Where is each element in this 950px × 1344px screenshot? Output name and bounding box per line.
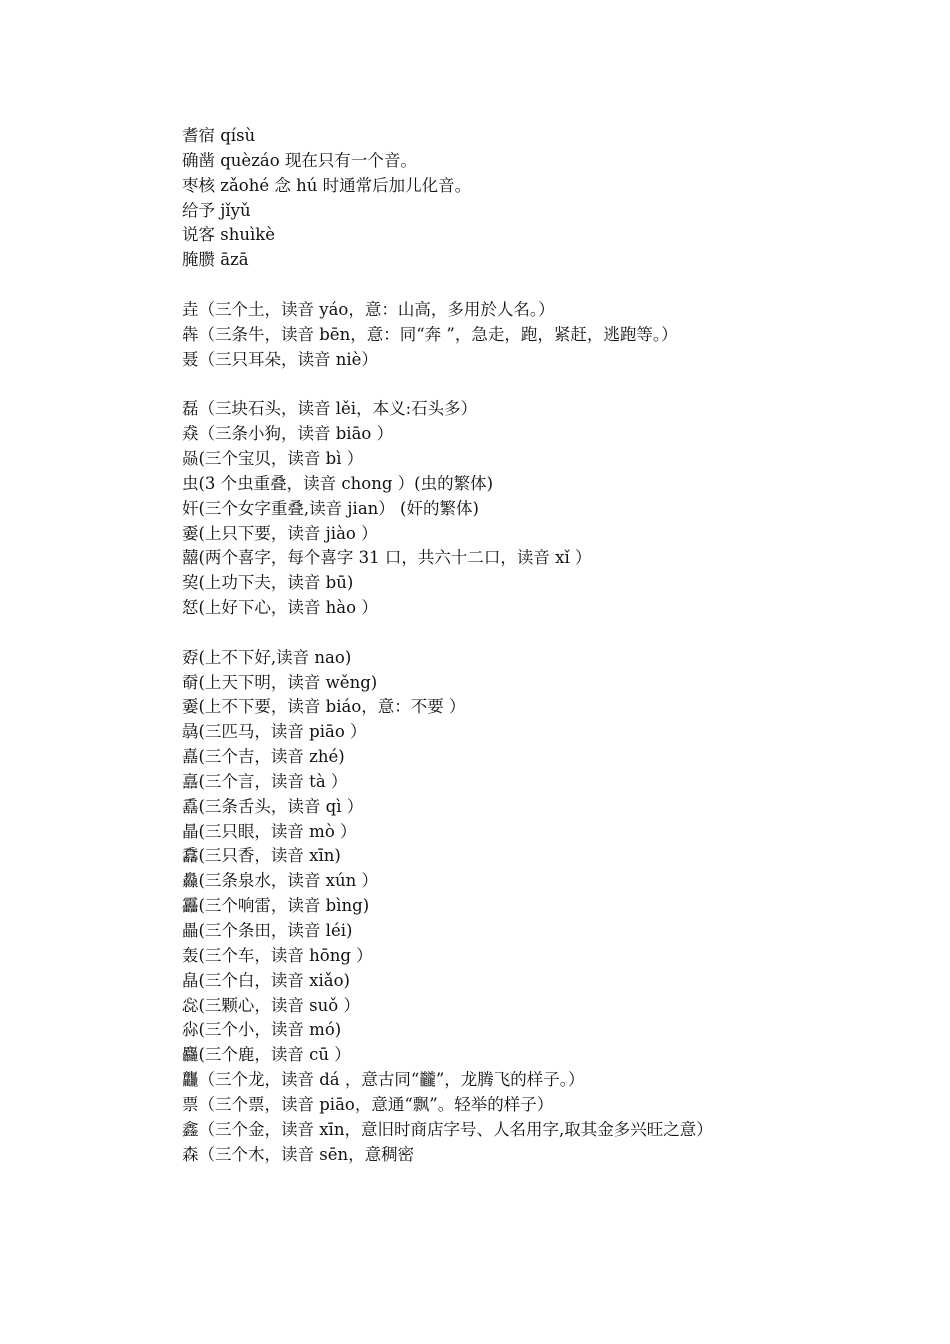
entry-line: 尛(三个小，读音 mó)	[182, 1020, 342, 1040]
entry-line: 孬(上不下好,读音 nao)	[182, 647, 352, 667]
entry-line: 确凿 quèzáo 现在只有一个音。	[182, 150, 417, 170]
entry-line: 惢(三颗心，读音 suǒ ）	[182, 995, 360, 1015]
entry-line: 森（三个木，读音 sēn，意稠密	[182, 1144, 415, 1164]
entry-line: 赑(三个宝贝，读音 bì ）	[182, 448, 364, 468]
entry-line: 鑫（三个金，读音 xīn，意旧时商店字号、人名用字,取其金多兴旺之意）	[182, 1119, 713, 1139]
entry-line: 靐(三个响雷，读音 bìng)	[182, 896, 370, 916]
entry-line: 垚（三个土，读音 yáo，意：山高，多用於人名。）	[182, 299, 555, 319]
entry-line: 磊（三块石头，读音 lěi，本义:石头多）	[182, 399, 478, 419]
entry-line: 虫(3 个虫重叠，读音 chong ）(虫的繁体)	[182, 473, 494, 493]
entry-line: 猋（三条小狗，读音 biāo ）	[182, 424, 394, 444]
entry-line: 说客 shuìkè	[182, 225, 276, 245]
entry-group	[182, 124, 922, 273]
entry-line: 皛(三个白，读音 xiǎo)	[182, 970, 350, 990]
entry-line: 枣核 zǎohé 念 hú 时通常后加儿化音。	[182, 175, 472, 195]
entry-line: 耆宿 qísù	[182, 126, 256, 145]
entry-line: 畾(三个条田，读音 léi)	[182, 921, 353, 940]
entry-line: 龘（三个龙，读音 dá ，意古同“龖”，龙腾飞的样子。）	[182, 1070, 585, 1090]
entry-line: 舙(三条舌头，读音 qì ）	[182, 796, 364, 816]
entry-line: 灥(三条泉水，读音 xún ）	[182, 871, 378, 891]
entry-line: 馫(三只香，读音 xīn)	[182, 846, 341, 866]
entry-line: 轰(三个车，读音 hōng ）	[182, 945, 373, 965]
entry-line: 恏(上好下心，读音 hào ）	[182, 598, 378, 618]
entry-line: 票（三个票，读音 piāo，意通“飘”。轻举的样子）	[182, 1094, 554, 1114]
entry-line: 腌臜 āzā	[182, 250, 249, 270]
entry-line: 聂（三只耳朵，读音 niè）	[182, 349, 378, 369]
entry-line: 麤(三个鹿，读音 cū ）	[182, 1045, 351, 1065]
paragraph-spacer	[182, 372, 922, 397]
entry-line: 譶(三个言，读音 tà ）	[182, 771, 348, 791]
entry-line: 骉(三匹马，读音 piāo ）	[182, 722, 367, 742]
entry-line: 犇（三条牛，读音 bēn，意：同“奔 ”，急走，跑，紧赶，逃跑等。）	[182, 324, 678, 344]
entry-line: 嚞(三个吉，读音 zhé)	[182, 747, 345, 767]
entry-group	[182, 298, 922, 373]
paragraph-spacer	[182, 273, 922, 298]
document-body	[182, 124, 922, 1167]
entry-line: 奣(上天下明，读音 wěng)	[182, 672, 378, 692]
entry-line: 嫑(上只下要，读音 jiào ）	[182, 523, 378, 543]
entry-line: 给予 jǐyǔ	[182, 200, 251, 220]
entry-group	[182, 646, 922, 1168]
entry-line: 瞐(三只眼，读音 mò ）	[182, 821, 357, 841]
paragraph-spacer	[182, 621, 922, 646]
entry-line: 嫑(上不下要，读音 biáo，意：不要 ）	[182, 697, 466, 717]
entry-line: 奸(三个女字重叠,读音 jian） (奸的繁体)	[182, 498, 479, 518]
entry-line: 巭(上功下夫，读音 bū)	[182, 573, 354, 593]
entry-line: 囍(两个喜字，每个喜字 31 口，共六十二口，读音 xǐ ）	[182, 548, 592, 568]
entry-group	[182, 397, 922, 621]
